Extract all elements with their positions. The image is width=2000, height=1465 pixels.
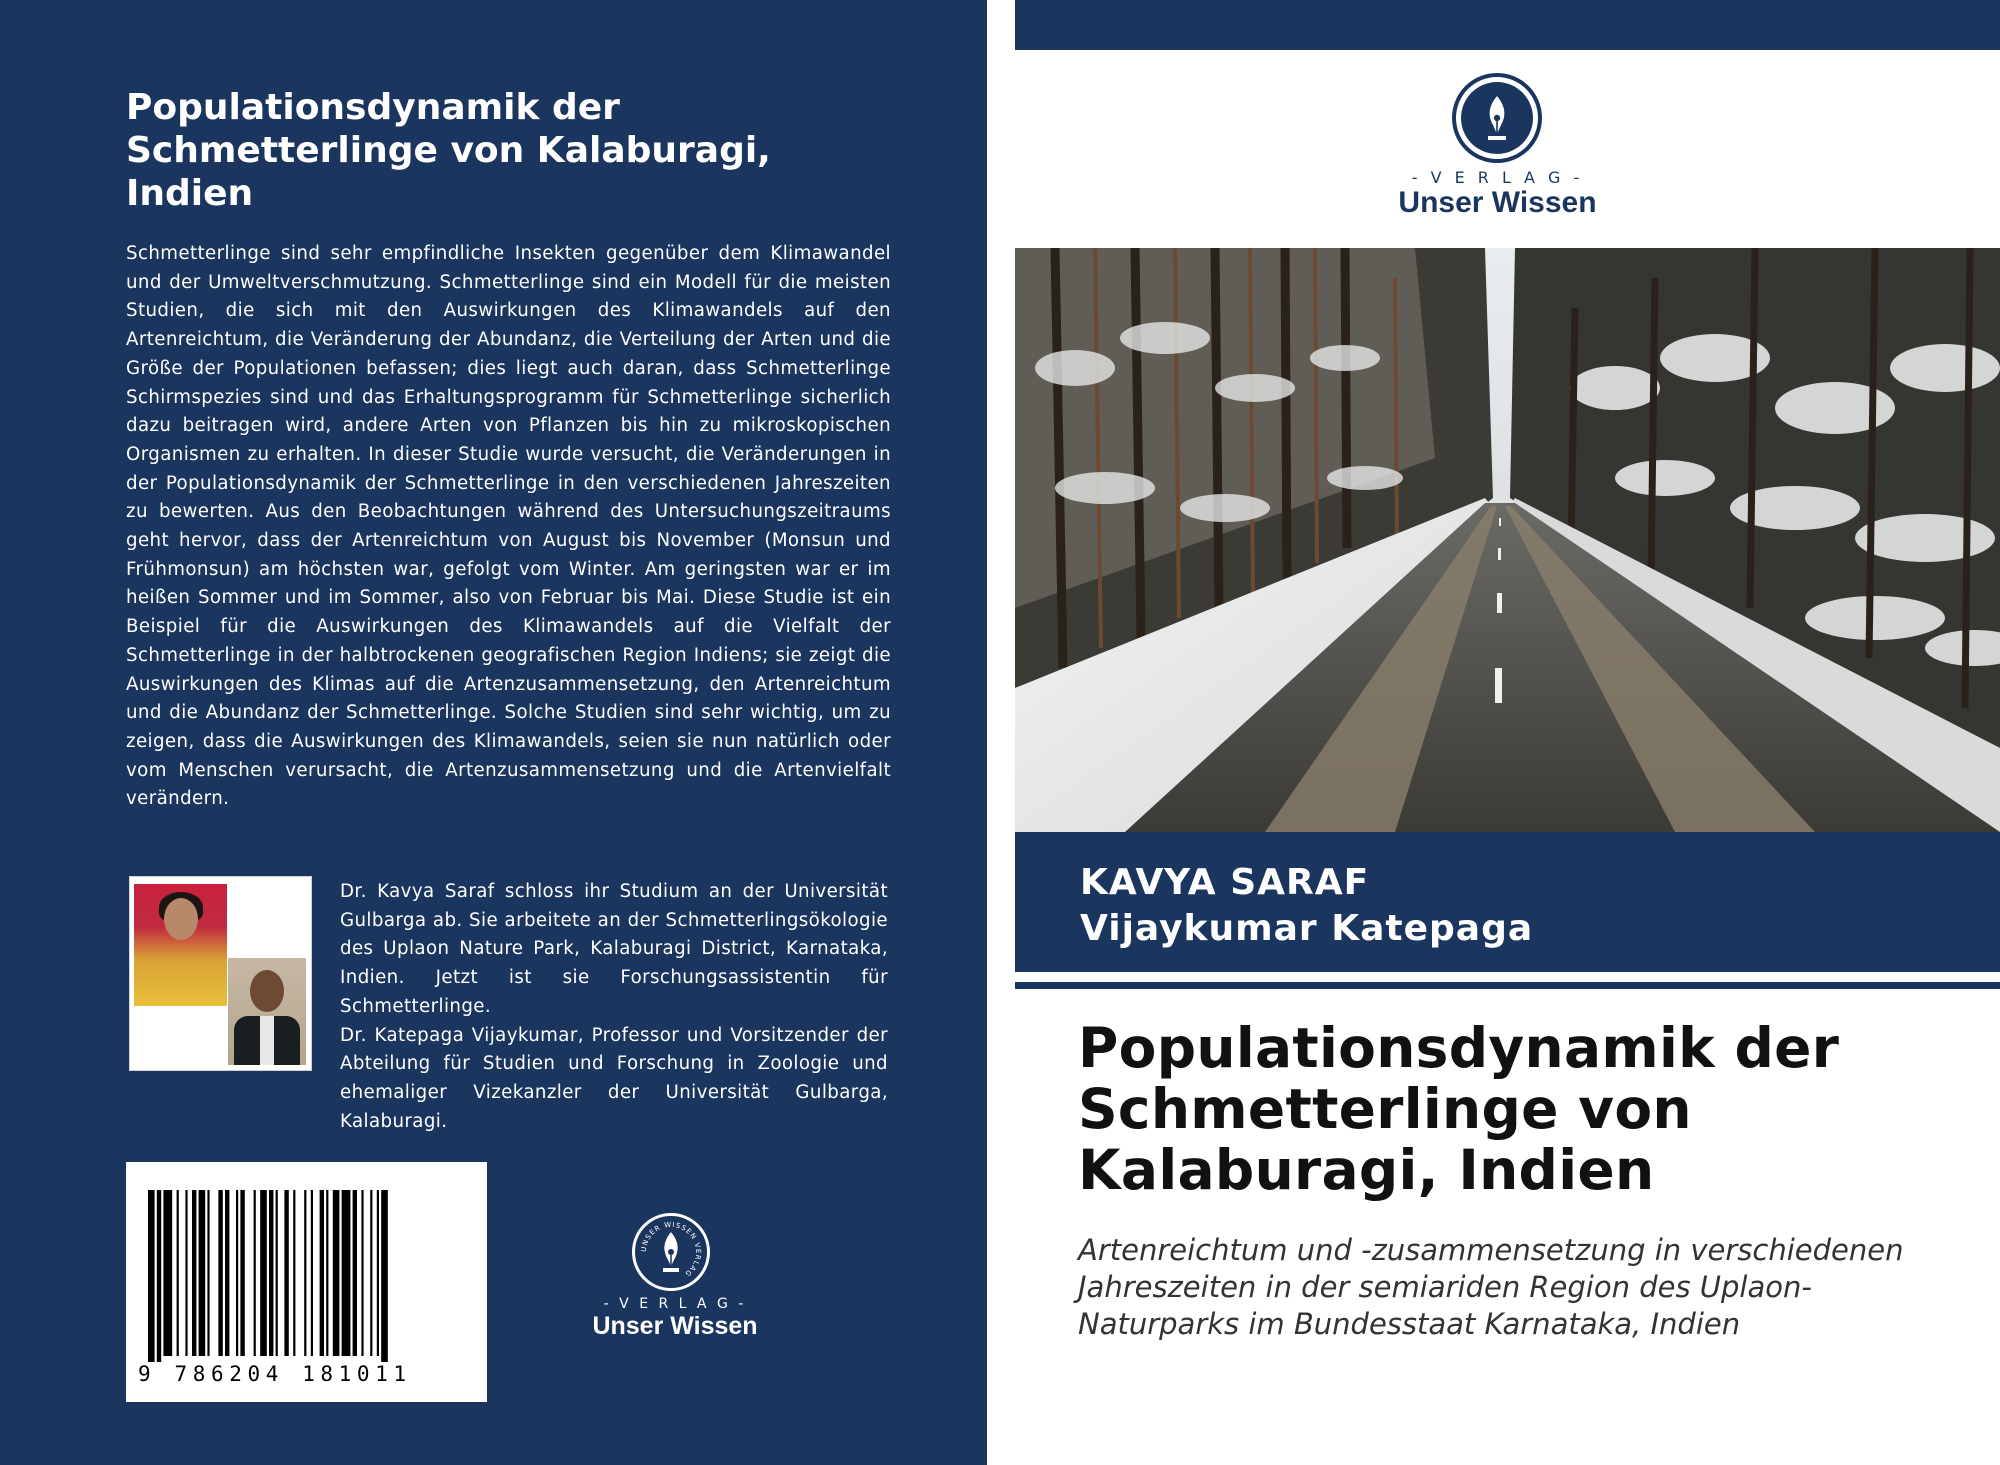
barcode-bar (276, 1190, 278, 1356)
barcode-bar (342, 1190, 351, 1356)
barcode-bar (148, 1190, 155, 1362)
front-cover-subtitle: Artenreichtum und -zusammensetzung in verschiedenen Jahreszeiten in der semiariden Region des Uplaon-Naturparks im Bundesstaat Karnataka, Indien (1078, 1233, 1904, 1341)
bio-kavya-saraf: Dr. Kavya Saraf schloss ihr Studium an der Universität Gulbarga ab. Sie arbeitete an der Schmetterlingsökologie des Uplaon Nature Park, Kalaburagi District, Karnataka, Indien. Jetzt ist sie Forschungsassistentin für Schmetterlinge. (340, 881, 888, 1017)
barcode-bar (236, 1190, 238, 1356)
author-band (1015, 832, 2000, 972)
barcode-bar (225, 1190, 229, 1356)
front-cover-title: Populationsdynamik der Schmetterlinge von Kalaburagi, Indien (1078, 1016, 1840, 1202)
publisher-emblem-front (1452, 73, 1542, 163)
isbn-barcode (126, 1162, 487, 1402)
publisher-name-front: Unser Wissen (1398, 186, 1597, 219)
spine (987, 0, 1015, 1465)
barcode-bar (192, 1190, 196, 1356)
barcode-bar (269, 1190, 273, 1356)
barcode-bar (240, 1190, 244, 1356)
fountain-pen-nib-icon (635, 1216, 707, 1288)
barcode-bar (381, 1190, 388, 1362)
barcode-bar (320, 1190, 324, 1356)
barcode-bar (370, 1190, 372, 1356)
cover-photo-illustration (1015, 248, 2000, 832)
author-photo-vijaykumar-katepaga (228, 958, 306, 1065)
author-photo-kavya-saraf (134, 884, 227, 1006)
front-top-bar (1015, 0, 2000, 50)
bio-vijaykumar-katepaga: Dr. Katepaga Vijaykumar, Professor und Vorsitzender der Abteilung für Studien und Forschung in Zoologie und ehemaliger Vizekanzler der Universität Gulbarga, Kalaburagi. (340, 1024, 888, 1132)
publisher-verlag-front: - V E R L A G - (1411, 168, 1584, 187)
author-2: Vijaykumar Katepaga (1080, 908, 1534, 949)
cover-photo-snowy-forest-road (1015, 248, 2000, 832)
publisher-name-back: Unser Wissen (592, 1312, 758, 1340)
barcode-bar (254, 1190, 256, 1356)
barcode-bar (361, 1190, 363, 1356)
barcode-bar (333, 1190, 340, 1356)
barcode-bar (199, 1190, 206, 1356)
barcode-bar (260, 1190, 267, 1356)
barcode-bar (377, 1190, 379, 1356)
barcode-icon (126, 1162, 487, 1362)
barcode-bar (163, 1190, 172, 1356)
author-1: KAVYA SARAF (1080, 862, 1370, 903)
back-cover-summary: Schmetterlinge sind sehr empfindliche Insekten gegenüber dem Klimawandel und der Umweltverschmutzung. Schmetterlinge sind ein Modell für die meisten Studien, die sich mit den Auswirkungen des Klimawandels auf den Artenreichtum, die Veränderung der Abundanz, die Verteilung der Arten und die Größe der Populationen befassen; dies liegt auch daran, dass Schmetterlinge Schirmspezies sind und das Erhaltungsprogramm für Schmetterlinge sicherlich dazu beitragen wird, andere Arten von Pflanzen bis hin zu mikroskopischen Organismen zu erhalten. In dieser Studie wurde versucht, die Veränderungen in der Populationsdynamik der Schmetterlinge in den verschiedenen Jahreszeiten zu bewerten. Aus den Beobachtungen während des Untersuchungszeitraums geht hervor, dass der Artenreichtum von August bis November (Monsun und Frühmonsun) am höchsten war, gefolgt vom Winter. Am geringsten war er im heißen Sommer und im Sommer, also von Februar bis Mai. Diese Studie ist ein Beispiel für die Auswirkungen des Klimawandels auf die Vielfalt der Schmetterlinge in der halbtrockenen geografischen Region Indiens; sie zeigt die Auswirkungen des Klimas auf die Artenzusammensetzung, den Artenreichtum und die Abundanz der Schmetterlinge. Solche Studien sind sehr wichtig, um zu zeigen, dass die Auswirkungen des Klimawandels, seien sie nun natürlich oder vom Menschen verursacht, die Artenzusammensetzung und die Artenvielfalt verändern. (126, 243, 891, 810)
barcode-bar (293, 1190, 295, 1356)
barcode-bar (311, 1190, 313, 1356)
barcode-bar (353, 1190, 357, 1356)
emblem-ring-text: UNSER WISSEN VERLAG (639, 1220, 703, 1279)
barcode-bar (284, 1190, 288, 1356)
back-cover-title: Populationsdynamik der Schmetterlinge von Kalaburagi, Indien (126, 87, 771, 214)
front-divider-rule (1015, 982, 2000, 989)
fountain-pen-nib-icon (1461, 82, 1533, 154)
barcode-bar (177, 1190, 179, 1356)
barcode-bar (185, 1190, 187, 1356)
isbn-digits: 9 786204 181011 (138, 1362, 412, 1386)
publisher-verlag-back: - V E R L A G - (603, 1296, 747, 1312)
barcode-bar (326, 1190, 328, 1356)
barcode-bar (218, 1190, 222, 1356)
publisher-emblem-back (632, 1213, 710, 1291)
barcode-bar (157, 1190, 161, 1362)
author-biographies (340, 878, 888, 1136)
barcode-bar (304, 1190, 306, 1356)
barcode-bar (207, 1190, 209, 1356)
